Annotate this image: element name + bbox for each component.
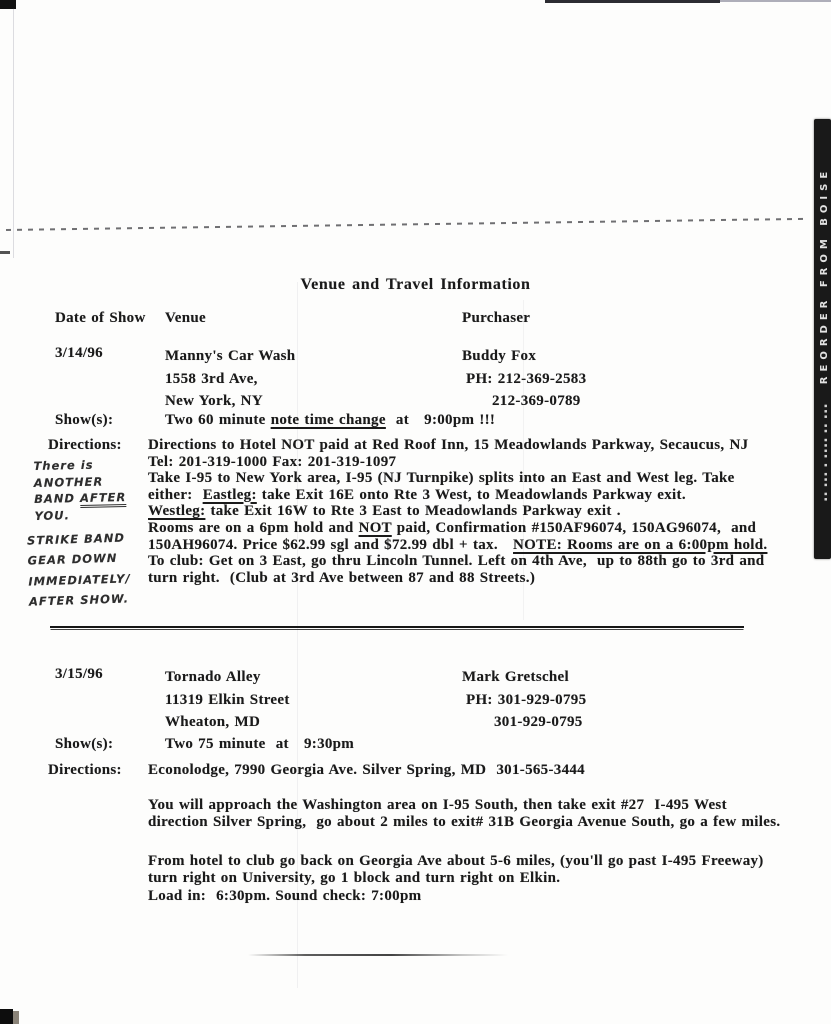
- text-line: turn right on University, go 1 block and turn right on Elkin.: [148, 870, 561, 887]
- text-line: [148, 454, 767, 471]
- entry2-directions-paragraph2: [148, 853, 764, 905]
- text-line: [34, 506, 126, 525]
- entry1-purchaser-contact: [462, 345, 586, 413]
- text-segment: There is: [33, 457, 94, 473]
- text-segment: paid, Confirmation #150AF96074, 150AG96074, and: [391, 519, 757, 536]
- text-line: [33, 456, 125, 475]
- reorder-edge-strip: [814, 119, 831, 559]
- reorder-strip-text: REORDER FROM BOISE: [819, 166, 830, 385]
- section-divider-rule: [50, 626, 744, 628]
- text-segment: STRIKE BAND: [26, 530, 126, 548]
- text-segment: either:: [148, 486, 203, 503]
- text-segment: ANOTHER: [33, 474, 104, 490]
- text-segment: at 9:00pm !!!: [385, 412, 496, 428]
- text-line: 301-929-0795: [494, 714, 583, 731]
- text-line: PH: 301-929-0795: [466, 691, 587, 708]
- perforation-dashed-line: [6, 218, 806, 231]
- text-line: direction Silver Spring, go about 2 miles to exit# 31B Georgia Avenue South, go a few miles.: [148, 814, 781, 831]
- text-line: From hotel to club go back on Georgia Ave about 5-6 miles, (you'll go past I-495 Freeway): [148, 853, 764, 869]
- text-line: 1558 3rd Ave,: [165, 370, 258, 387]
- entry2-directions-label: Directions:: [48, 762, 122, 778]
- text-line: 11319 Elkin Street: [165, 691, 290, 708]
- text-segment: 150AH96074. Price $62.99 sgl and $72.99 dbl + tax.: [148, 536, 514, 553]
- column-header-date: Date of Show: [55, 310, 146, 326]
- entry2-shows-label: Show(s):: [55, 736, 114, 752]
- entry2-directions-hotel: [148, 762, 585, 779]
- text-segment: Rooms are on a 6pm hold and: [148, 519, 359, 536]
- text-line: [148, 762, 585, 779]
- text-segment: Westleg:: [148, 503, 206, 520]
- text-line: [148, 570, 767, 587]
- handwritten-note-strike-gear: [27, 527, 132, 612]
- scan-left-edge-tick: [0, 251, 10, 254]
- entry1-venue-address: [165, 345, 295, 413]
- text-line: [148, 537, 767, 554]
- text-segment: YOU.: [34, 508, 71, 523]
- scan-corner-mark-bottom-left-light: [13, 1011, 19, 1024]
- text-segment: NOT: [358, 519, 392, 536]
- text-segment: take Exit 16E onto Rte 3 West, to Meadowlands Parkway exit.: [256, 486, 686, 503]
- text-line: [148, 520, 767, 537]
- text-line: [148, 470, 767, 487]
- crease-line: [248, 954, 508, 956]
- text-segment: Directions to Hotel NOT paid at Red Roof Inn, 15 Meadowlands Parkway, Secaucus, NJ: [148, 437, 749, 453]
- entry2-directions-paragraph1: [148, 797, 780, 832]
- text-segment: To club: Get on 3 East, go thru Lincoln Tunnel. Left on 4th Ave, up to 88th go to 3rd and: [148, 553, 765, 570]
- text-line: [29, 589, 132, 613]
- text-segment: note time change: [270, 412, 386, 428]
- scan-top-edge-streak: [545, 0, 720, 3]
- text-segment: Econolodge, 7990 Georgia Ave. Silver Spring, MD 301-565-3444: [148, 762, 585, 778]
- text-segment: IMMEDIATELY/: [28, 571, 131, 589]
- entry1-date: 3/14/96: [55, 345, 103, 361]
- entry1-directions-text: [148, 437, 767, 586]
- text-line: [34, 489, 126, 508]
- text-segment: AFTER: [80, 490, 127, 508]
- scan-corner-mark-bottom-left: [0, 1009, 13, 1024]
- text-segment: Tel: 201-319-1000 Fax: 201-319-1097: [148, 453, 397, 470]
- text-segment: take Exit 16W to Rte 3 East to Meadowlands Parkway exit .: [205, 503, 621, 520]
- entry2-shows-value: [165, 736, 354, 753]
- text-segment: NOTE: Rooms are on a 6:00pm hold.: [513, 536, 768, 553]
- text-line: [148, 553, 767, 570]
- column-header-purchaser: Purchaser: [462, 310, 531, 326]
- text-line: New York, NY: [165, 393, 263, 410]
- text-line: 212-369-0789: [492, 393, 581, 410]
- page-title: Venue and Travel Information: [300, 276, 531, 293]
- text-segment: BAND: [34, 491, 81, 507]
- entry1-directions-label: Directions:: [48, 437, 122, 453]
- text-line: [34, 473, 126, 492]
- text-segment: Two 75 minute at 9:30pm: [165, 736, 355, 752]
- text-segment: Eastleg:: [202, 486, 257, 503]
- column-header-venue: Venue: [165, 310, 206, 326]
- entry1-shows-value: [165, 412, 495, 429]
- text-line: Buddy Fox: [462, 348, 537, 364]
- text-line: PH: 212-369-2583: [466, 370, 587, 387]
- text-line: Wheaton, MD: [165, 714, 261, 731]
- text-line: [148, 503, 767, 520]
- text-segment: turn right. (Club at 3rd Ave between 87 and 88 Streets.): [148, 569, 536, 586]
- text-line: Load in: 6:30pm. Sound check: 7:00pm: [148, 887, 422, 904]
- entry2-purchaser-contact: [462, 666, 586, 734]
- handwritten-note-another-band: [33, 456, 127, 524]
- text-line: You will approach the Washington area on I-95 South, then take exit #27 I-495 West: [148, 797, 727, 813]
- text-line: [148, 487, 767, 504]
- text-segment: Two 60 minute: [165, 412, 271, 428]
- text-line: [148, 437, 767, 454]
- reorder-strip-rotated-text: [814, 119, 831, 559]
- reorder-strip-fine-print: ▪▪ ▪▪▪ ▪ ▪▪▪▪ ▪▪ ▪▪▪: [823, 402, 829, 501]
- text-line: Mark Gretschel: [462, 669, 569, 685]
- text-line: Manny's Car Wash: [165, 348, 296, 364]
- text-segment: AFTER SHOW.: [28, 591, 130, 609]
- entry2-venue-address: [165, 666, 290, 734]
- text-segment: GEAR DOWN: [27, 551, 118, 569]
- scan-left-edge-line: [13, 8, 14, 258]
- scan-top-edge-streak-light: [720, 0, 831, 2]
- entry2-date: 3/15/96: [55, 666, 103, 682]
- entry1-shows-label: Show(s):: [55, 412, 114, 428]
- text-line: Tornado Alley: [165, 669, 261, 685]
- text-segment: Take I-95 to New York area, I-95 (NJ Turnpike) splits into an East and West leg. Take: [148, 470, 735, 487]
